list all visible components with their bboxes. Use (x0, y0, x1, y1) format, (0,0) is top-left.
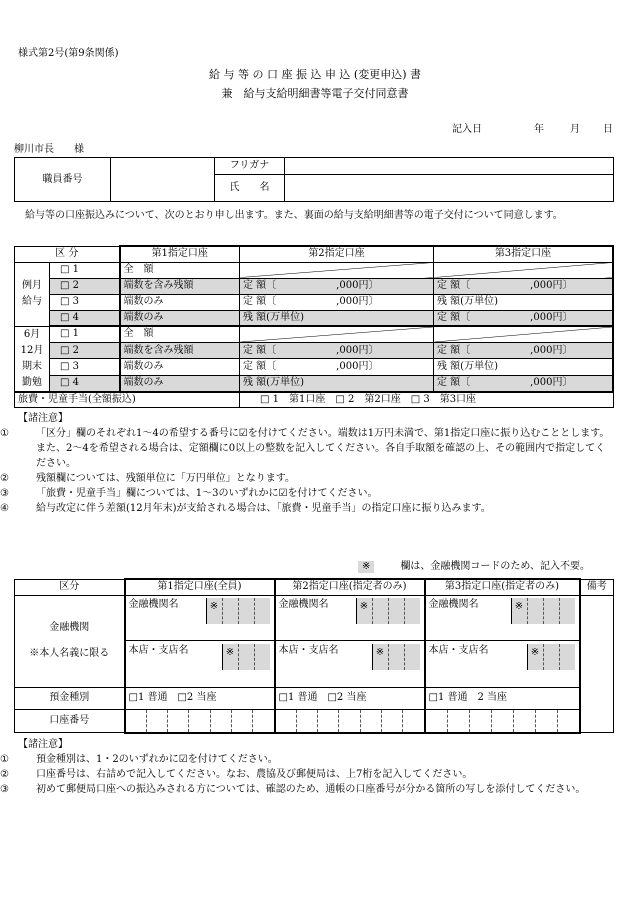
monthly-account3-cell[interactable]: 定 額〔 ,000円〕 (434, 278, 614, 294)
bank-name-label: 金融機関名 (278, 598, 329, 610)
code-mark: ※ (206, 598, 222, 624)
account-digit-box[interactable] (426, 710, 447, 732)
form-subtitle: 兼 給与支給明細書等電子交付同意書 (221, 87, 409, 100)
bank-account3-header: 第3指定口座(指定者のみ) (425, 579, 580, 595)
name-field[interactable] (285, 175, 614, 202)
bonus-group-label: 6月 12月 期末 勤勉 (15, 326, 50, 392)
account3-header: 第3指定口座 (434, 246, 614, 262)
notes-1-heading: 【諸注意】 (18, 413, 68, 424)
account-digit-box[interactable] (338, 710, 359, 732)
kubun-header: 区 分 (15, 246, 120, 262)
notes2-item (0, 767, 614, 782)
notes1-item-text: 残額欄については、残額単位に「万円単位」となります。 (36, 473, 295, 484)
account-digit-box[interactable] (402, 710, 423, 732)
account-digit-box[interactable] (252, 710, 273, 732)
travel-options[interactable]: □ 1 第1口座 □ 2 第2口座 □ 3 第3口座 (240, 392, 614, 408)
bonus-account2-cell[interactable]: 定 額〔 ,000円〕 (240, 342, 434, 358)
bank-code-box (356, 598, 420, 624)
notes2-item (0, 782, 614, 797)
notes1-item (0, 501, 614, 516)
deposit-type-account2[interactable]: □1 普通 □2 当座 (275, 687, 425, 709)
account-digit-box[interactable] (447, 710, 469, 732)
monthly-account2-cell[interactable] (240, 262, 434, 278)
monthly-account2-cell[interactable]: 残 額(万単位) (240, 310, 434, 326)
deposit-type-account1[interactable]: □1 普通 □2 当座 (125, 687, 275, 709)
code-mark: ※ (372, 644, 388, 670)
furigana-label: フリガナ (215, 158, 285, 175)
account-digit-box[interactable] (126, 710, 146, 732)
bonus-kubun-option[interactable]: □ 4 (50, 375, 120, 391)
account-digit-box[interactable] (317, 710, 338, 732)
notes2-item-text: 初めて郵便局口座への振込みされる方については、確認のため、通帳の口座番号が分かる箇所の写しを添付してください。 (36, 784, 586, 795)
bank-divider (426, 640, 579, 641)
date-year: 年 (534, 124, 544, 135)
account-digit-box[interactable] (276, 710, 296, 732)
bank-group-note: ※本人名義に限る (29, 648, 110, 659)
bank-name-label: 金融機関名 (128, 598, 179, 610)
style-number: 様式第2号(第9条関係) (18, 48, 119, 59)
monthly-account1-cell: 端数を含み残額 (120, 278, 240, 294)
deposit-type-label: 預金種別 (15, 687, 125, 709)
bonus-account1-cell: 端数を含み残額 (120, 342, 240, 358)
bank-name-label: 金融機関名 (428, 598, 479, 610)
legend-text: 欄は、金融機関コードのため、記入不要。 (400, 561, 590, 572)
remarks-header: 備考 (580, 579, 614, 595)
remarks-field[interactable] (580, 595, 614, 733)
account-number-label: 口座番号 (15, 709, 125, 733)
account-digit-box[interactable] (535, 710, 557, 732)
monthly-kubun-option[interactable]: □ 4 (50, 310, 120, 326)
code-mark: ※ (356, 598, 372, 624)
bonus-account1-cell: 端数のみ (120, 375, 240, 391)
intro-text: 給与等の口座振込みについて、次のとおり申し出ます。また、裏面の給与支給明細書等の電子交付について同意します。 (25, 210, 563, 221)
notes-2-heading: 【諸注意】 (18, 739, 68, 750)
account-digit-box[interactable] (210, 710, 231, 732)
bank-table (14, 578, 614, 734)
account-digit-box[interactable] (188, 710, 209, 732)
applicant-table (14, 157, 614, 202)
notes1-item (0, 426, 614, 471)
monthly-account2-cell[interactable]: 定 額〔 ,000円〕 (240, 294, 434, 310)
account2-header: 第2指定口座 (240, 246, 434, 262)
code-mark: ※ (511, 598, 527, 624)
bonus-account3-cell[interactable] (434, 326, 614, 342)
account-digit-box[interactable] (491, 710, 513, 732)
bank-divider (126, 640, 274, 641)
bonus-account3-cell[interactable]: 残 額(万単位) (434, 359, 614, 375)
bonus-account1-cell: 端数のみ (120, 359, 240, 375)
account-digit-box[interactable] (167, 710, 188, 732)
monthly-kubun-option[interactable]: □ 2 (50, 278, 120, 294)
account-number-account3[interactable] (425, 709, 580, 733)
bank-group-label (15, 595, 125, 687)
account-digit-box[interactable] (381, 710, 402, 732)
monthly-account3-cell[interactable]: 定 額〔 ,000円〕 (434, 310, 614, 326)
notes-1 (0, 411, 614, 516)
notes2-item-number: ② (0, 769, 9, 780)
notes2-item-text: 口座番号は、右詰めで記入してください。なお、農協及び郵便局は、上7桁を記入してください。 (36, 769, 473, 780)
legend-mark: ※ (358, 561, 374, 573)
bank-cell-account3[interactable] (425, 595, 580, 687)
bank-code-box (372, 644, 420, 670)
notes2-item-number: ① (0, 754, 9, 765)
branch-name-label: 本店・支店名 (278, 644, 339, 656)
legend (358, 561, 590, 573)
bank-kubun-header: 区分 (15, 579, 125, 595)
account-digit-box[interactable] (360, 710, 381, 732)
bank-code-box (527, 644, 575, 670)
bonus-account3-cell[interactable]: 定 額〔 ,000円〕 (434, 375, 614, 391)
notes2-item-text: 預金種別は、1・2のいずれかに☑を付けてください。 (36, 754, 278, 765)
staff-number-label: 職員番号 (15, 158, 111, 202)
notes1-item-text: 「旅費・児童手当」欄については、1～3のいずれかに☑を付けてください。 (36, 488, 378, 499)
notes-2 (0, 737, 614, 797)
account-digit-box[interactable] (469, 710, 491, 732)
date-month: 月 (570, 124, 580, 135)
monthly-account2-cell[interactable]: 定 額〔 ,000円〕 (240, 278, 434, 294)
monthly-account1-cell: 端数のみ (120, 294, 240, 310)
monthly-kubun-option[interactable]: □ 3 (50, 294, 120, 310)
notes2-item-number: ③ (0, 784, 9, 795)
bank-account2-header: 第2指定口座(指定者のみ) (275, 579, 425, 595)
notes1-item-number: ① (0, 428, 9, 439)
notes1-item-number: ④ (0, 503, 9, 514)
bonus-account2-cell[interactable]: 残 額(万単位) (240, 375, 434, 391)
account-digit-box[interactable] (231, 710, 252, 732)
bonus-kubun-option[interactable]: □ 3 (50, 359, 120, 375)
bonus-account2-cell[interactable] (240, 326, 434, 342)
account1-header: 第1指定口座 (120, 246, 240, 262)
code-mark: ※ (222, 644, 238, 670)
bonus-account2-cell[interactable]: 定 額〔 ,000円〕 (240, 359, 434, 375)
notes1-item-number: ③ (0, 488, 9, 499)
form-title: 給 与 等 の 口 座 振 込 申 込 (変更申込) 書 (208, 68, 422, 81)
monthly-account1-cell: 全 額 (120, 262, 240, 278)
notes1-item-text: 「区分」欄のそれぞれ1～4の希望する番号に☑を付けてください。端数は1万円未満で、第1指定口座に振り込むこととします。また、2～4を希望される場合は、定額欄に0以上の整数を記入してください。各自手取額を確認の上、その範囲内で指定してください。 (36, 428, 610, 469)
account-number-account1[interactable] (125, 709, 275, 733)
bank-group-title: 金融機関 (49, 622, 90, 633)
bank-code-box (511, 598, 575, 624)
bonus-account3-cell[interactable]: 定 額〔 ,000円〕 (434, 342, 614, 358)
addressee: 柳川市長 様 (14, 144, 84, 155)
staff-number-field[interactable] (111, 158, 215, 202)
monthly-account3-cell[interactable]: 残 額(万単位) (434, 294, 614, 310)
notes1-item (0, 471, 614, 486)
bonus-kubun-option[interactable]: □ 1 (50, 326, 120, 342)
allocation-table (14, 245, 614, 408)
bonus-account1-cell: 全 額 (120, 326, 240, 342)
account-digit-box[interactable] (146, 710, 167, 732)
furigana-field[interactable] (285, 158, 614, 175)
monthly-group-label: 例月 給与 (15, 262, 50, 326)
branch-name-label: 本店・支店名 (428, 644, 489, 656)
account-digit-box[interactable] (513, 710, 535, 732)
bank-code-box (222, 644, 270, 670)
account-number-account2[interactable] (275, 709, 425, 733)
notes1-item (0, 486, 614, 501)
notes2-item (0, 752, 614, 767)
deposit-type-account3[interactable]: □1 普通 2 当座 (425, 687, 580, 709)
bank-code-box (206, 598, 270, 624)
notes1-item-number: ② (0, 473, 9, 484)
bank-cell-account2[interactable] (275, 595, 425, 687)
bank-divider (276, 640, 424, 641)
bank-account1-header: 第1指定口座(全員) (125, 579, 275, 595)
date-day: 日 (603, 124, 613, 135)
travel-label: 旅費・児童手当(全額振込) (15, 392, 240, 408)
branch-name-label: 本店・支店名 (128, 644, 189, 656)
account-digit-box[interactable] (296, 710, 317, 732)
account-digit-box[interactable] (557, 710, 579, 732)
bank-cell-account1[interactable] (125, 595, 275, 687)
monthly-account3-cell[interactable] (434, 262, 614, 278)
name-label: 氏 名 (215, 175, 285, 202)
monthly-kubun-option[interactable]: □ 1 (50, 262, 120, 278)
bonus-kubun-option[interactable]: □ 2 (50, 342, 120, 358)
date-label: 記入日 (452, 124, 482, 135)
monthly-account1-cell: 端数のみ (120, 310, 240, 326)
code-mark: ※ (527, 644, 543, 670)
notes1-item-text: 給与改定に伴う差額(12月年末)が支給される場合は、「旅費・児童手当」の指定口座に振り込みます。 (36, 503, 491, 514)
